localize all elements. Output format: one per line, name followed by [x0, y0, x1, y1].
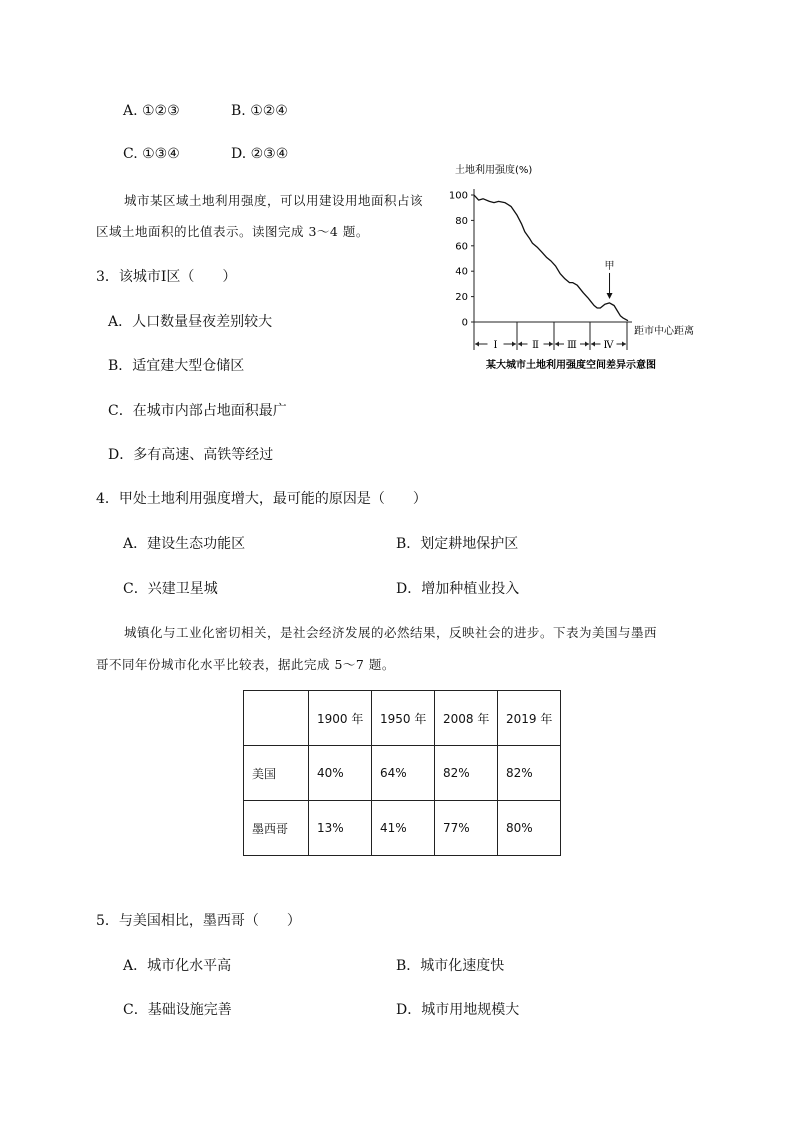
table-header-cell: 1950 年 — [372, 691, 435, 746]
q3-option-b: B．适宜建大型仓储区 — [108, 358, 245, 374]
chart-annotation-jia — [605, 260, 615, 299]
table-row — [244, 746, 561, 801]
q3-option-c: C．在城市内部占地面积最广 — [108, 403, 287, 419]
table-cell: 80% — [498, 801, 561, 856]
chart-zones — [474, 322, 627, 351]
chart-y-axis — [449, 189, 474, 329]
table-header-cell: 1900 年 — [309, 691, 372, 746]
zone-label: Ⅲ — [567, 340, 577, 351]
table-cell: 美国 — [244, 746, 309, 801]
table-cell: 82% — [435, 746, 498, 801]
table-header-cell: 2019 年 — [498, 691, 561, 746]
zone-arrowhead — [549, 342, 553, 347]
q2-option-b: B. ①②④ — [231, 103, 288, 119]
table-header-cell: 2008 年 — [435, 691, 498, 746]
q5-option-d: D．城市用地规模大 — [396, 1002, 520, 1018]
zone-label: Ⅰ — [493, 340, 498, 351]
table-cell: 40% — [309, 746, 372, 801]
x-axis-label: 距市中心距离 — [634, 326, 694, 337]
y-tick-label: 20 — [455, 292, 468, 304]
zone-arrowhead — [555, 342, 559, 347]
table-header-row — [244, 691, 561, 746]
y-tick-label: 0 — [461, 317, 468, 329]
table-cell: 64% — [372, 746, 435, 801]
table-cell: 41% — [372, 801, 435, 856]
y-tick-label: 60 — [455, 241, 468, 253]
q2-option-a: A. ①②③ — [123, 103, 180, 119]
chart-x-axis — [474, 322, 694, 337]
chart-ylabel: 土地利用强度(%) — [455, 165, 533, 176]
q2-option-d: D. ②③④ — [231, 146, 289, 162]
q4-option-a: A．建设生态功能区 — [123, 536, 246, 552]
table-cell: 77% — [435, 801, 498, 856]
zone-label: Ⅳ — [603, 340, 614, 351]
table-cell: 13% — [309, 801, 372, 856]
q4-option-d: D．增加种植业投入 — [396, 581, 520, 597]
urbanization-table — [243, 690, 561, 856]
zone-label: Ⅱ — [532, 340, 539, 351]
zone-arrowhead — [518, 342, 522, 347]
annotation-arrowhead — [607, 293, 613, 299]
q2-option-c: C. ①③④ — [123, 146, 180, 162]
table-cell: 82% — [498, 746, 561, 801]
land-use-intensity-chart — [445, 158, 705, 373]
chart-series — [474, 195, 628, 321]
zone-arrowhead — [622, 342, 626, 347]
q5-option-c: C．基础设施完善 — [123, 1002, 232, 1018]
q5-option-b: B．城市化速度快 — [396, 958, 505, 974]
passage1-line1: 城市某区域土地利用强度，可以用建设用地面积占该 — [124, 193, 424, 208]
annotation-label: 甲 — [604, 260, 615, 272]
q5-option-a: A．城市化水平高 — [123, 958, 232, 974]
table-row — [244, 801, 561, 856]
q4-stem: 4．甲处土地利用强度增大，最可能的原因是（ ） — [96, 491, 427, 507]
passage1-line2: 区域土地面积的比值表示。读图完成 3～4 题。 — [96, 224, 369, 239]
passage2-line1: 城镇化与工业化密切相关，是社会经济发展的必然结果，反映社会的进步。下表为美国与墨西 — [124, 625, 658, 640]
y-tick-label: 80 — [455, 215, 468, 227]
chart-title: 某大城市土地利用强度空间差异示意图 — [486, 360, 656, 371]
table-header-cell — [244, 691, 309, 746]
zone-arrowhead — [591, 342, 595, 347]
zone-arrowhead — [585, 342, 589, 347]
y-tick-label: 100 — [448, 190, 468, 202]
passage2-line2: 哥不同年份城市化水平比较表，据此完成 5～7 题。 — [96, 657, 395, 672]
q4-option-b: B．划定耕地保护区 — [396, 536, 519, 552]
q3-stem: 3．该城市Ⅰ区（ ） — [96, 269, 237, 285]
zone-arrowhead — [512, 342, 516, 347]
series-line — [474, 195, 628, 321]
y-tick-label: 40 — [455, 266, 468, 278]
q4-option-c: C．兴建卫星城 — [123, 581, 218, 597]
table-cell: 墨西哥 — [244, 801, 309, 856]
q3-option-a: A．人口数量昼夜差别较大 — [108, 314, 273, 330]
q5-stem: 5．与美国相比，墨西哥（ ） — [96, 913, 301, 929]
q3-option-d: D．多有高速、高铁等经过 — [108, 447, 274, 463]
zone-arrowhead — [475, 342, 479, 347]
